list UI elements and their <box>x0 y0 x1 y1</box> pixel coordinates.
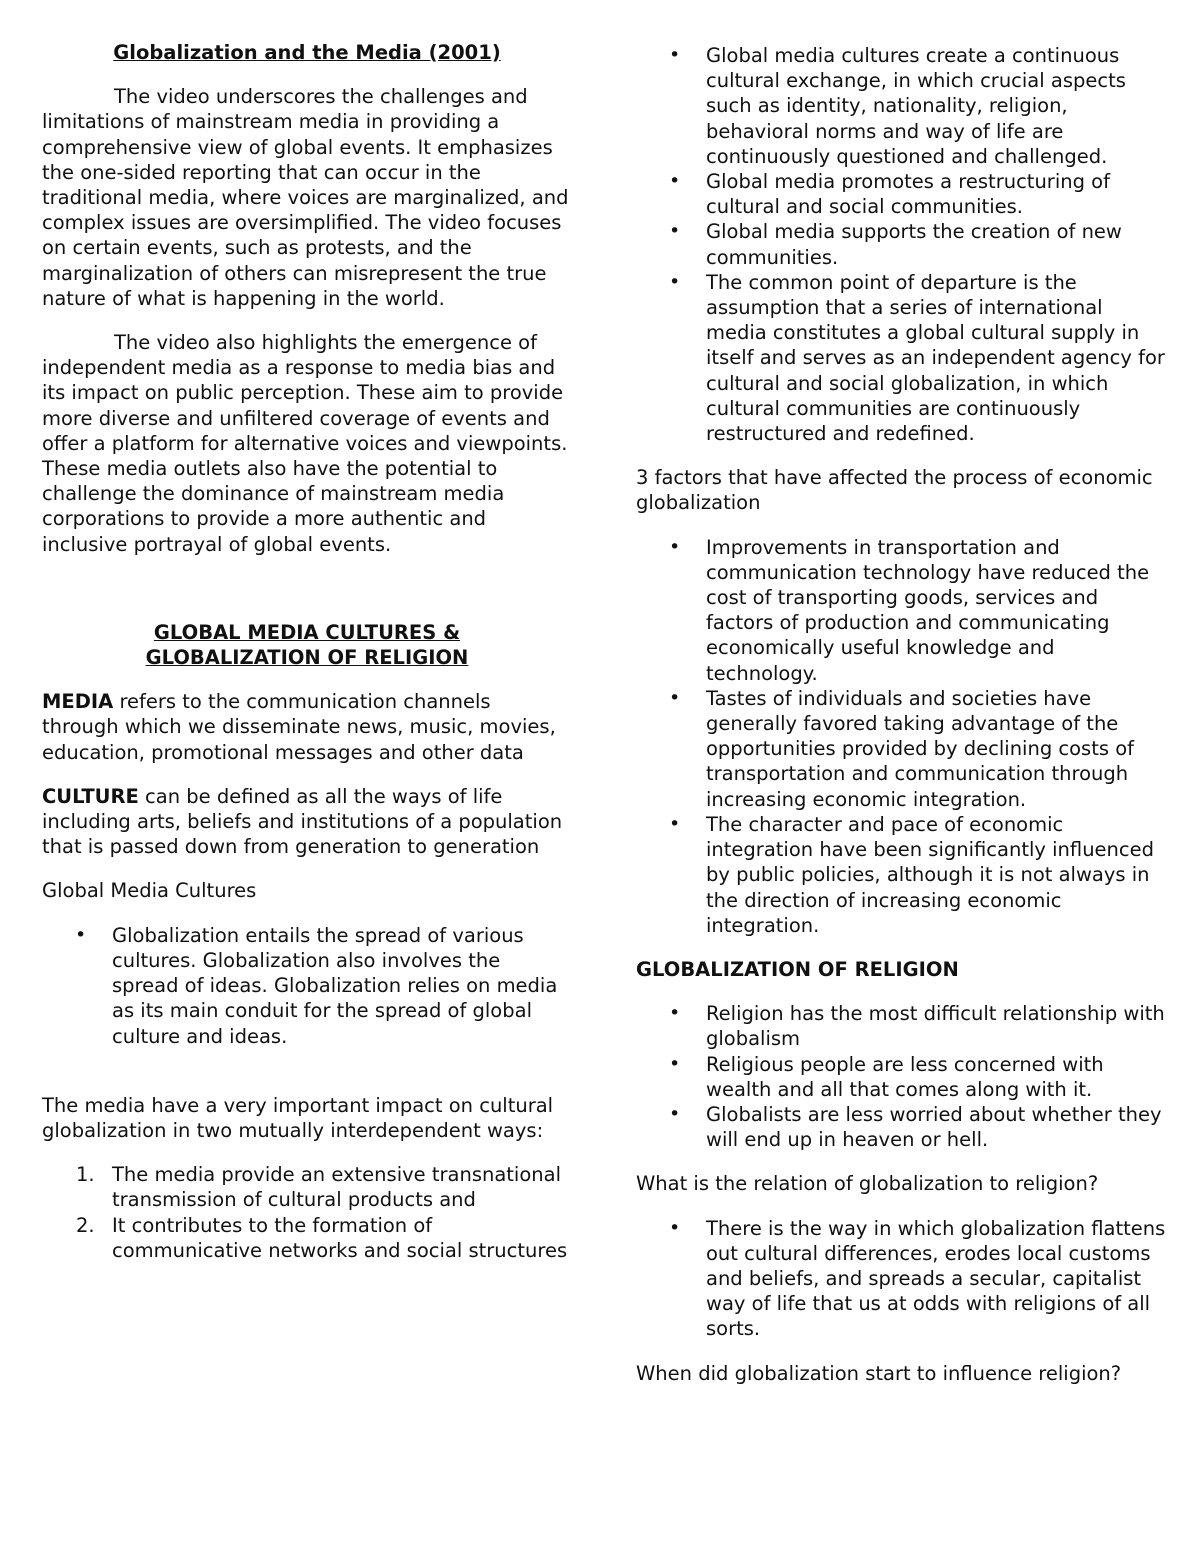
section-title-line-1: GLOBAL MEDIA CULTURES & <box>153 620 461 644</box>
global-media-cultures-continued-list <box>636 43 1166 446</box>
global-media-cultures-list <box>42 923 572 1049</box>
list-item: • Religion has the most difficult relationship with globalism <box>636 1001 1166 1051</box>
list-item: • The character and pace of economic integration have been significantly influenced by public policies, although it is not always in the direction of increasing economic integration. <box>636 812 1166 938</box>
relation-answer-list <box>636 1216 1166 1342</box>
list-item: • Religious people are less concerned with wealth and all that comes along with it. <box>636 1052 1166 1102</box>
intro-paragraph-1: The video underscores the challenges and limitations of mainstream media in providing a comprehensive view of global events. It emphasizes the one-sided reporting that can occur in the traditional media, where voices are marginalized, and complex issues are oversimplified. The video focuses on certain events, such as protests, and the marginalization of others can misrepresent the true nature of what is happening in the world. <box>42 85 569 310</box>
culture-term: CULTURE <box>42 784 139 808</box>
intro-paragraph-2: The video also highlights the emergence of independent media as a response to media bias and its impact on public perception. These aim to provide more diverse and unfiltered coverage of events and offer a platform for alternative voices and viewpoints. These media outlets also have the potential to challenge the dominance of mainstream media corporations to provide a more authentic and inclusive portrayal of global events. <box>42 331 568 556</box>
list-item <box>42 1213 572 1263</box>
question-relation: What is the relation of globalization to religion? <box>636 1172 1099 1196</box>
section-title-line-2: GLOBALIZATION OF RELIGION <box>145 646 469 670</box>
media-term: MEDIA <box>42 690 114 714</box>
list-item: • The common point of departure is the assumption that a series of international media constitutes a global cultural supply in itself and serves as an independent agency for cultural and social globalization, in which cultural communities are continuously restructured and redefined. <box>636 270 1166 446</box>
list-item-text: It contributes to the formation of communicative networks and social structures <box>112 1213 568 1262</box>
media-impact-list <box>42 1162 572 1263</box>
list-item: • Globalization entails the spread of various cultures. Globalization also involves the spread of ideas. Globalization relies on media as its main conduit for the spread of global culture and ideas. <box>42 923 572 1049</box>
economic-factors-list <box>636 535 1166 938</box>
list-item: • Improvements in transportation and communication technology have reduced the cost of transporting goods, services and factors of production and communicating economically useful knowledge and technology. <box>636 535 1166 686</box>
right-column <box>636 40 1166 1386</box>
religion-list <box>636 1001 1166 1152</box>
list-item: • Globalists are less worried about whether they will end up in heaven or hell. <box>636 1102 1166 1152</box>
culture-definition <box>42 784 572 860</box>
list-item: • There is the way in which globalization flattens out cultural differences, erodes local customs and beliefs, and spreads a secular, capitalist way of life that us at odds with religions of all sorts. <box>636 1216 1166 1342</box>
left-column <box>42 40 572 1263</box>
religion-heading: GLOBALIZATION OF RELIGION <box>636 957 959 981</box>
list-number: 1. <box>76 1163 95 1187</box>
culture-definition-text: can be defined as all the ways of life including arts, beliefs and institutions of a population that is passed down from generation to generation <box>42 784 563 859</box>
media-impact-intro: The media have a very important impact on cultural globalization in two mutually interdependent ways: <box>42 1093 554 1142</box>
list-item: • Global media cultures create a continuous cultural exchange, in which crucial aspects such as identity, nationality, religion, behavioral norms and way of life are continuously questioned and challenged. <box>636 43 1166 169</box>
question-when: When did globalization start to influence religion? <box>636 1361 1122 1385</box>
factors-intro: 3 factors that have affected the process of economic globalization <box>636 466 1153 515</box>
page-title: Globalization and the Media (2001) <box>113 41 501 64</box>
list-item <box>42 1162 572 1212</box>
section-title <box>42 620 572 670</box>
list-number: 2. <box>76 1213 95 1237</box>
media-definition <box>42 689 572 765</box>
media-definition-text: refers to the communication channels through which we disseminate news, music, movies, education, promotional messages and other data <box>42 690 556 764</box>
list-item: • Global media supports the creation of new communities. <box>636 219 1166 269</box>
global-media-cultures-heading: Global Media Cultures <box>42 879 257 903</box>
list-item: • Global media promotes a restructuring of cultural and social communities. <box>636 169 1166 219</box>
list-item: • Tastes of individuals and societies have generally favored taking advantage of the opportunities provided by declining costs of transportation and communication through increasing economic integration. <box>636 686 1166 812</box>
list-item-text: The media provide an extensive transnational transmission of cultural products and <box>112 1163 562 1212</box>
